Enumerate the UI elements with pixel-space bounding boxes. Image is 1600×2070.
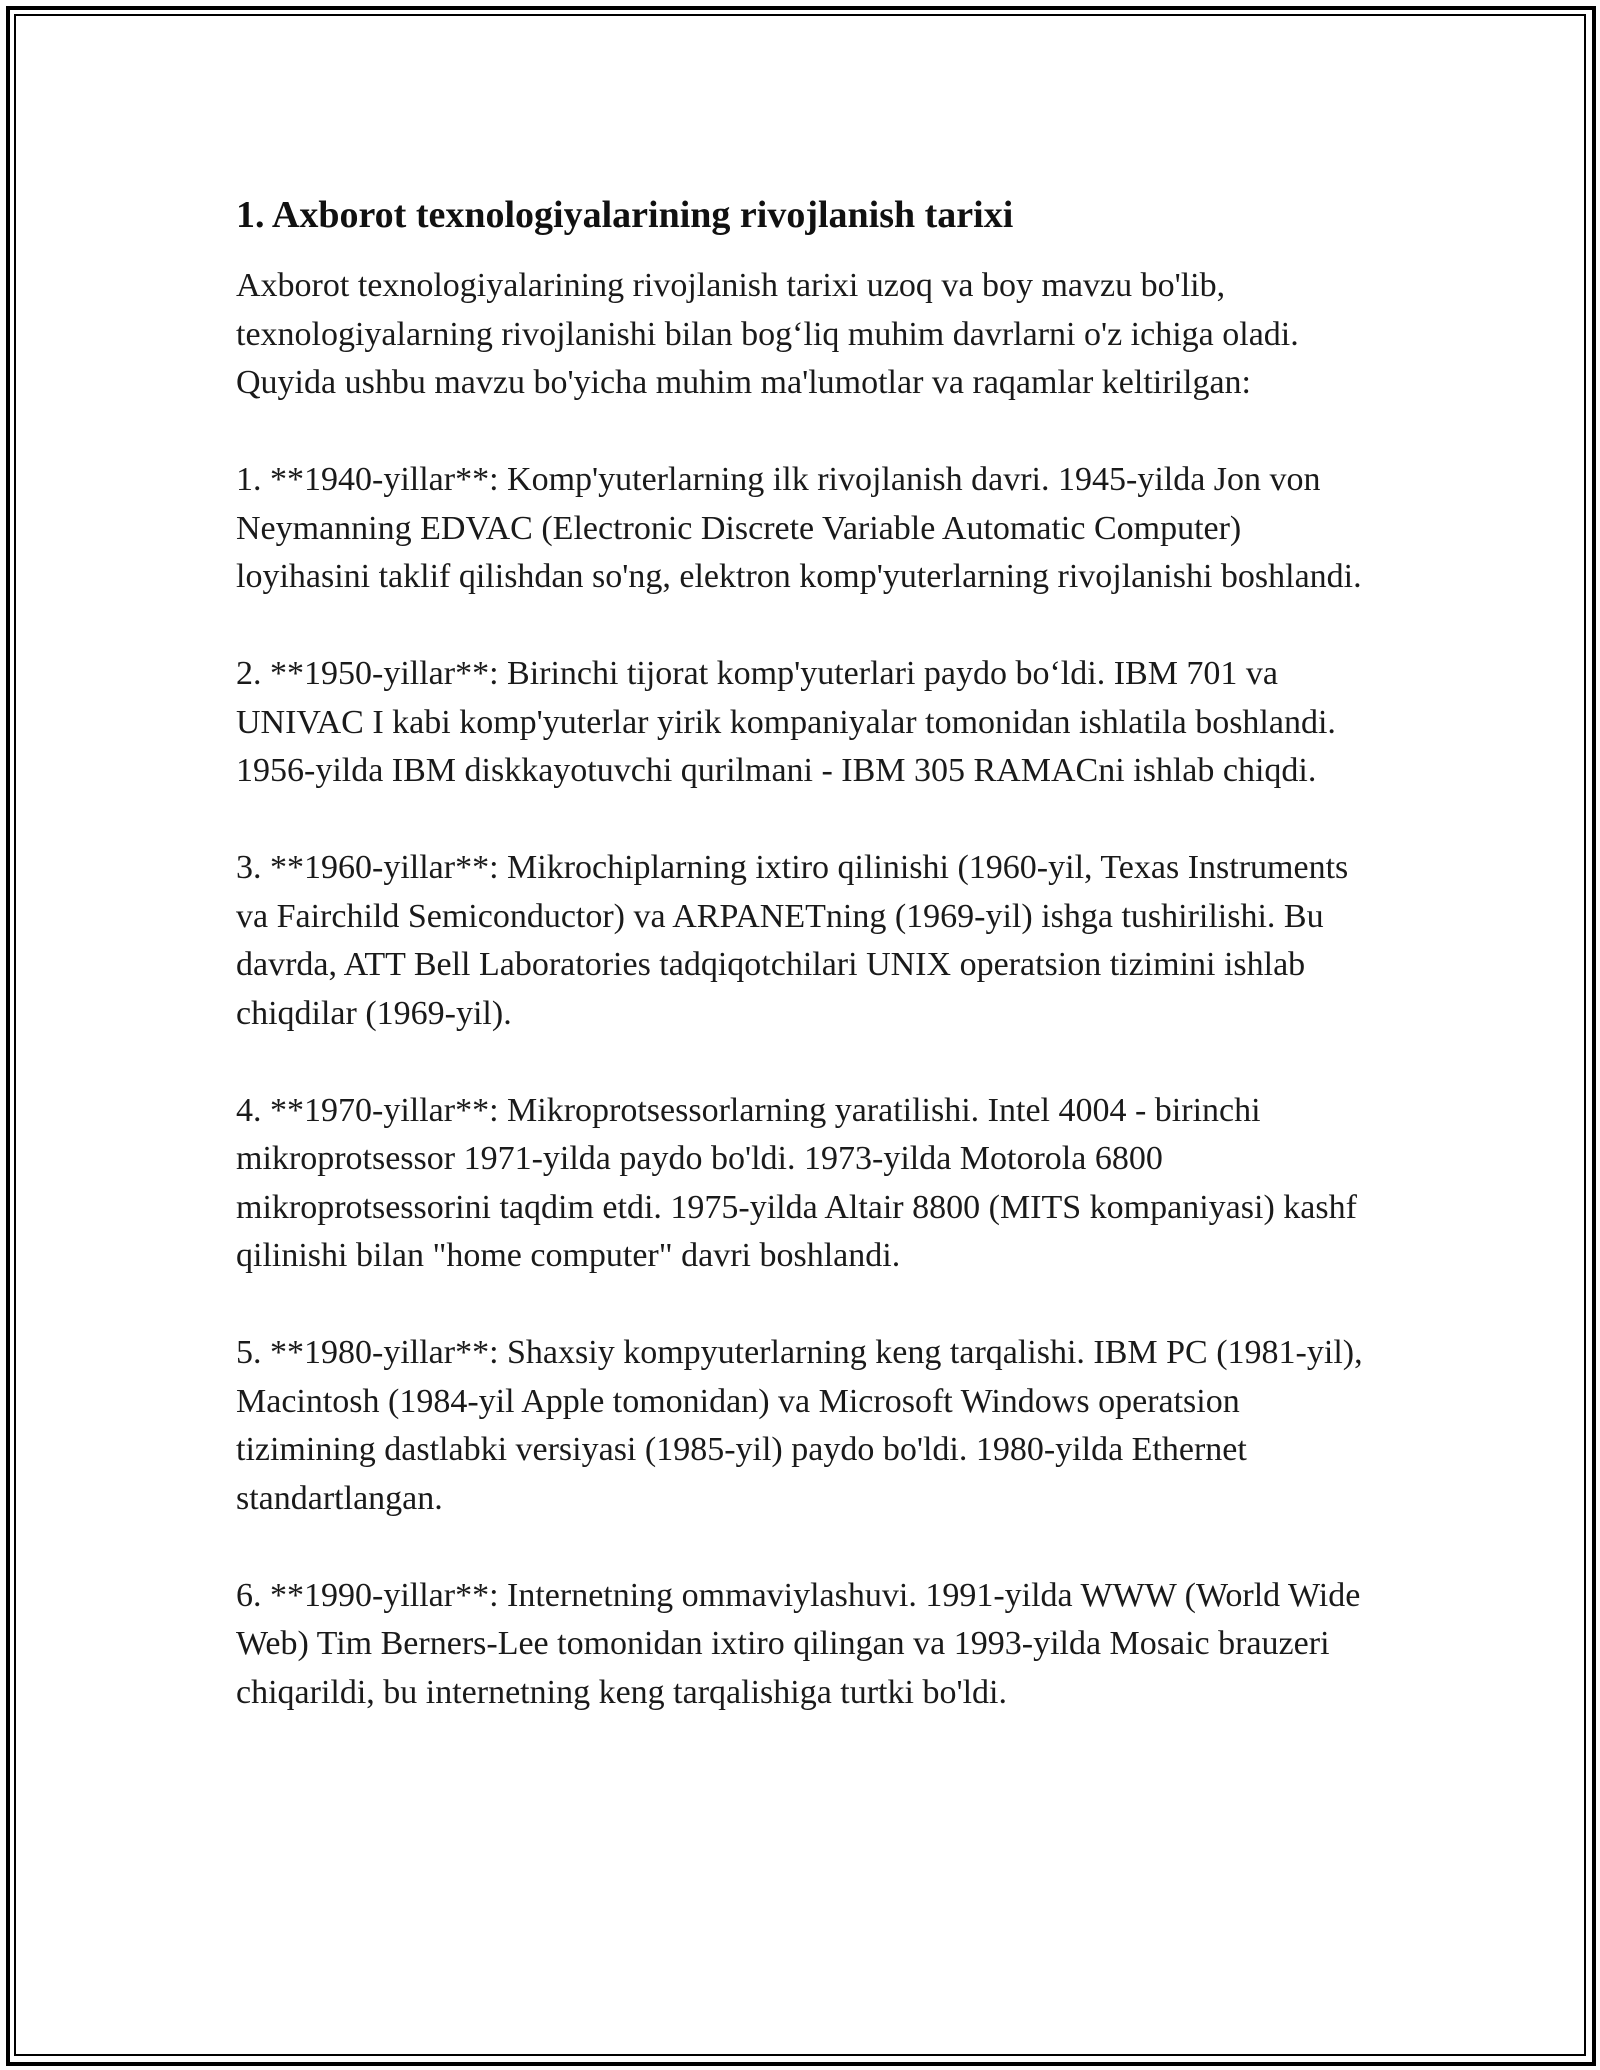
list-item-1950s: 2. **1950-yillar**: Birinchi tijorat komp'yuterlari paydo bo‘ldi. IBM 701 va UNIVAC I kabi komp'yuterlar yirik kompaniyalar tomonidan ishlatila boshlandi. 1956-yilda IBM diskkayotuvchi qurilmani - IBM 305 RAMACni ishlab chiqdi. — [236, 655, 1336, 789]
list-item-1990s: 6. **1990-yillar**: Internetning ommaviylashuvi. 1991-yilda WWW (World Wide Web) Tim Berners-Lee tomonidan ixtiro qilingan va 1993-yilda Mosaic brauzeri chiqarildi, bu internetning keng tarqalishiga turtki bo'ldi. — [236, 1576, 1361, 1711]
list-item-1970s: 4. **1970-yillar**: Mikroprotsessorlarning yaratilishi. Intel 4004 - birinchi mikroprotsessor 1971-yilda paydo bo'ldi. 1973-yilda Motorola 6800 mikroprotsessorini taqdim etdi. 1975-yilda Altair 8800 (MITS kompaniyasi) kashf qilinishi bilan "home computer" davri boshlandi. — [236, 1091, 1357, 1274]
list-item-1940s: 1. **1940-yillar**: Komp'yuterlarning ilk rivojlanish davri. 1945-yilda Jon von Neymanning EDVAC (Electronic Discrete Variable Automatic Computer) loyihasini taklif qilishdan so'ng, elektron komp'yuterlarning rivojlanishi boshlandi. — [236, 461, 1362, 595]
list-item-1980s: 5. **1980-yillar**: Shaxsiy kompyuterlarning keng tarqalishi. IBM PC (1981-yil), Macintosh (1984-yil Apple tomonidan) va Microsoft Windows operatsion tizimining dastlabki versiyasi (1985-yil) paydo bo'ldi. 1980-yilda Ethernet standartlangan. — [236, 1334, 1363, 1517]
list-item-1960s: 3. **1960-yillar**: Mikrochiplarning ixtiro qilinishi (1960-yil, Texas Instruments va Fairchild Semiconductor) va ARPANETning (1969-yil) ishga tushirilishi. Bu davrda, ATT Bell Laboratories tadqiqotchilari UNIX operatsion tizimini ishlab chiqdilar (1969-yil). — [236, 849, 1349, 1032]
document-title: 1. Axborot texnologiyalarining rivojlanish tarixi — [236, 194, 1014, 236]
document-body — [236, 188, 1376, 1766]
intro-paragraph: Axborot texnologiyalarining rivojlanish tarixi uzoq va boy mavzu bo'lib, texnologiyalarning rivojlanishi bilan bog‘liq muhim davrlarni o'z ichiga oladi. Quyida ushbu mavzu bo'yicha muhim ma'lumotlar va raqamlar keltirilgan: — [236, 267, 1299, 401]
